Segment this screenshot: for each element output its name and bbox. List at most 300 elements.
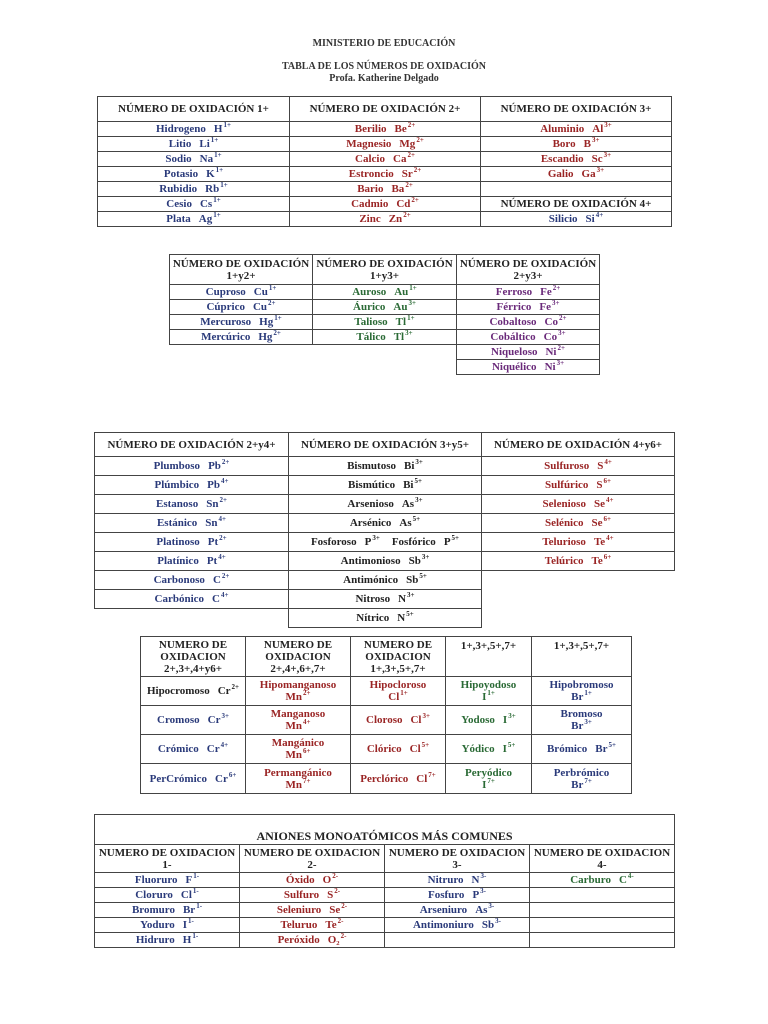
element-name: Cúprico [206,301,245,313]
element-name: Peryódico [464,766,513,779]
element-cell [141,735,246,764]
element-name: Auroso [352,286,387,298]
oxidation-charge: 4+ [604,458,612,467]
element-name: Fosfuro [427,889,465,901]
header-ox-br: 1+,3+,5+,7+ [532,637,632,677]
oxidation-charge: 6+ [228,770,237,779]
empty-cell [530,903,675,918]
table-anions [94,814,675,948]
element-cell [290,197,481,212]
element-symbol: $Pb^{2+}$ [208,458,230,472]
element-name: Áurico [353,301,386,313]
element-symbol: $Sr^{2+}$ [401,166,422,180]
element-cell [95,457,289,476]
element-name: Telúrico [544,555,584,567]
element-cell [170,300,313,315]
element-name: Crómico [157,743,199,755]
element-name: Cromoso [157,714,200,726]
oxidation-charge: 3+ [556,359,565,368]
element-cell [98,167,290,182]
element-symbol: $Se^{2-}$ [329,902,348,916]
oxidation-charge: 2+ [557,344,565,353]
oxidation-charge: 5+ [406,610,414,619]
oxidation-charge: 3+ [591,136,600,145]
element-symbol: $Br^{7+}$ [571,776,592,791]
oxidation-charge: 1+ [214,151,222,160]
element-name: Nitruro [427,874,464,886]
table-oxidation-pairs [169,254,600,375]
element-cell [95,888,240,903]
element-name: Bario [357,183,384,195]
oxidation-charge: 2+ [303,689,311,698]
element-name: Niquélico [491,361,537,373]
element-cell [246,764,351,794]
element-name: Carbonoso [153,574,205,586]
element-symbol: $Au^{1+}$ [394,284,417,298]
element-symbol: $Cd^{2+}$ [396,196,419,210]
element-cell [98,212,290,227]
element-cell [240,903,385,918]
element-name: Plata [166,213,191,225]
empty-cell [530,918,675,933]
element-cell [532,706,632,735]
oxidation-charge: 6+ [603,515,611,524]
element-cell [446,677,532,706]
element-name: Fluoruro [134,874,178,886]
element-cell [351,677,446,706]
element-name: Cobáltico [490,331,536,343]
oxidation-charge: 1+ [213,211,221,220]
element-name: Platínico [157,555,199,567]
element-name: Sulfúrico [544,479,589,491]
element-cell [95,495,289,514]
element-name: Cloroso [366,714,403,726]
element-symbol: O₂$^{2-}$ [327,932,347,946]
element-name: Niqueloso [491,346,538,358]
element-cell [141,677,246,706]
element-cell [482,457,675,476]
element-name: Aluminio [540,123,585,135]
element-symbol: $Cr^{4+}$ [206,741,229,755]
oxidation-charge: 3+ [604,121,612,130]
element-name: Clórico [366,743,402,755]
oxidation-charge: 2+ [559,314,567,323]
oxidation-charge: 3+ [551,299,560,308]
element-name: Galio [547,168,574,180]
element-symbol: $Co^{3+}$ [543,329,566,343]
header-ox-4-6: NÚMERO DE OXIDACIÓN 4+y6+ [482,433,675,457]
element-symbol: $I^{5+}$ [502,741,516,755]
element-name: Bismútico [348,479,396,491]
author-name: Profa. Katherine Delgado [329,73,439,84]
element-cell [481,212,672,227]
element-symbol: $Se^{6+}$ [591,515,611,529]
oxidation-charge: 1+ [274,314,282,323]
element-cell [482,514,675,533]
element-cell [240,918,385,933]
oxidation-charge: 3- [495,917,501,926]
oxidation-charge: 1+ [220,181,228,190]
element-name: Bromoso [560,708,603,720]
element-cell [482,533,675,552]
oxidation-charge: 7+ [487,776,495,785]
element-cell [240,933,385,948]
element-name: Perbrómico [553,766,610,779]
element-cell [289,495,482,514]
element-cell [457,285,600,300]
element-name: Arsénico [349,517,392,529]
oxidation-charge: 3+ [558,329,566,338]
oxidation-charge: 2+ [413,166,422,175]
oxidation-charge: 1+ [215,166,224,175]
element-cell [289,609,482,628]
element-name: Permangánico [264,766,332,779]
element-name: Estanoso [156,498,199,510]
element-cell [290,137,481,152]
element-symbol: $Si^{4+}$ [585,211,604,225]
oxidation-charge: 7+ [428,770,436,779]
element-name: Cloruro [135,889,173,901]
element-symbol: $H^{1+}$ [213,121,231,135]
element-cell [290,167,481,182]
oxidation-charge: 2- [340,932,347,941]
element-cell [289,571,482,590]
element-cell [289,552,482,571]
element-cell [457,345,600,360]
element-cell [313,315,457,330]
element-cell [289,457,482,476]
oxidation-charge: 2+ [411,196,419,205]
element-cell [290,122,481,137]
element-cell [446,735,532,764]
header-ox-1-2: NÚMERO DE OXIDACIÓN 1+y2+ [170,255,313,285]
element-name: Antimonioso [340,555,401,567]
oxidation-charge: 3+ [596,166,605,175]
oxidation-charge: 2+ [407,151,415,160]
element-symbol: $Bi^{5+}$ [403,477,422,491]
oxidation-charge: 4+ [218,515,227,524]
oxidation-charge: 2+ [273,329,281,338]
element-name: Estánico [156,517,198,529]
element-symbol: $I^{3+}$ [502,712,516,726]
element-symbol: $N^{3-}$ [471,872,487,886]
element-name: Seleniuro [276,904,322,916]
element-cell [95,873,240,888]
element-symbol: $Br^{5+}$ [595,741,617,755]
element-name: Telurioso [542,536,586,548]
oxidation-charge: 4+ [220,591,229,600]
element-name: Sulfuroso [544,460,590,472]
oxidation-charge: 3+ [421,553,430,562]
element-name: Plúmbico [154,479,200,491]
element-name: Cesio [166,198,192,210]
element-symbol: $Cu^{2+}$ [252,299,276,313]
element-name: Nítrico [356,612,390,624]
empty-cell [530,888,675,903]
element-symbol: $Cr^{2+}$ [217,683,240,697]
table-oxidation-halogens [140,636,632,794]
element-cell [351,735,446,764]
element-symbol: $I^{1-}$ [182,917,194,931]
element-name: Carbónico [154,593,205,605]
element-symbol: $Br^{3+}$ [571,718,592,732]
element-symbol: $Sn^{2+}$ [206,496,227,510]
element-symbol: $Cl^{1+}$ [388,689,408,703]
element-symbol: $Hg^{2+}$ [258,329,281,343]
element-cell [351,706,446,735]
element-symbol: $Pt^{4+}$ [206,553,226,567]
oxidation-charge: 2+ [231,683,240,692]
element-name: Mangánico [271,737,325,749]
element-cell [95,590,289,609]
oxidation-charge: 7+ [303,776,311,785]
element-symbol: $Cr^{3+}$ [207,712,229,726]
empty-cell [530,933,675,948]
element-symbol: $Cl^{3+}$ [410,712,430,726]
element-name: Hipocloroso [369,679,427,691]
element-name: Tálico [356,331,386,343]
element-cell [95,552,289,571]
element-cell [481,137,672,152]
element-name: Selenioso [542,498,586,510]
oxidation-charge: 2+ [221,572,230,581]
oxidation-charge: 5+ [451,534,460,543]
element-symbol: $Cl^{5+}$ [409,741,430,755]
element-cell [98,152,290,167]
oxidation-charge: 2+ [219,496,227,505]
element-name: Talioso [354,316,388,328]
element-symbol: $Ga^{3+}$ [581,166,605,180]
element-symbol: $Br^{1-}$ [182,902,203,916]
table-oxidation-single [97,96,672,227]
element-name: Fosforoso [310,536,357,548]
element-symbol: $Mn^{2+}$ [285,689,311,703]
element-symbol: $Fe^{2+}$ [540,284,561,298]
element-symbol: $Mg^{2+}$ [399,136,424,150]
oxidation-charge: 1- [193,872,200,881]
header-anion-4: NUMERO DE OXIDACION 4- [530,845,675,873]
oxidation-charge: 2+ [268,299,276,308]
element-symbol: $C^{4+}$ [212,591,229,605]
oxidation-charge: 1+ [409,284,417,293]
element-symbol: $P^{3-}$ [472,887,487,901]
element-symbol: $S^{4+}$ [597,458,612,472]
element-name: Yodoso [461,714,495,726]
oxidation-charge: 2+ [407,121,416,130]
element-cell [98,182,290,197]
element-name: Hipoyodoso [460,679,517,691]
element-cell [240,888,385,903]
element-name: Arsenioso [347,498,394,510]
element-cell [95,514,289,533]
element-symbol: $S^{2-}$ [327,887,341,901]
element-name: Mercuroso [200,316,252,328]
element-name: Berilio [354,123,387,135]
oxidation-charge: 7+ [584,776,592,785]
header-ox-2-3: NÚMERO DE OXIDACIÓN 2+y3+ [457,255,600,285]
oxidation-charge: 3+ [405,329,413,338]
element-name: Teluruo [280,919,318,931]
header-ox-3: NÚMERO DE OXIDACIÓN 3+ [481,97,672,122]
header-ox-4: NÚMERO DE OXIDACIÓN 4+ [481,197,672,212]
element-cell [446,706,532,735]
oxidation-charge: 1+ [223,121,231,130]
element-symbol: $Pt^{2+}$ [207,534,227,548]
element-name: Perclórico [360,772,409,785]
oxidation-charge: 5+ [419,572,427,581]
element-symbol: $Sc^{3+}$ [591,151,612,165]
element-name: Bromuro [131,904,175,916]
element-name: Antimónico [343,574,399,586]
header-ox-1-3: NÚMERO DE OXIDACIÓN 1+y3+ [313,255,457,285]
oxidation-charge: 2+ [219,534,227,543]
oxidation-charge: 3+ [415,496,423,505]
element-symbol: $P^{5+}$ [443,534,460,548]
oxidation-charge: 4+ [220,741,229,750]
element-name: Carburo [570,874,611,886]
oxidation-charge: 2+ [405,181,413,190]
element-name: Escandio [540,153,584,165]
oxidation-charge: 3+ [408,299,416,308]
oxidation-charge: 6+ [303,747,311,756]
oxidation-charge: 4+ [605,496,614,505]
element-cell [385,918,530,933]
header-anion-2: NUMERO DE OXIDACION 2- [240,845,385,873]
element-symbol: $C^{2+}$ [212,572,230,586]
element-cell [385,903,530,918]
oxidation-charge: 3+ [407,591,415,600]
oxidation-charge: 1- [188,917,194,926]
element-symbol: $Ni^{3+}$ [544,359,565,373]
element-symbol: $Cr^{6+}$ [215,770,237,785]
header-ox-mn: NUMERO DE OXIDACION 2+,4+,6+,7+ [246,637,351,677]
oxidation-charge: 3+ [221,712,229,721]
oxidation-charge: 4+ [595,211,604,220]
element-symbol: $Cs^{1+}$ [199,196,221,210]
element-cell [446,764,532,794]
element-cell [313,330,457,345]
table-oxidation-multi [94,432,675,628]
element-symbol: $Mn^{6+}$ [285,747,311,761]
element-name: Platinoso [156,536,200,548]
element-symbol: $Se^{4+}$ [593,496,614,510]
oxidation-charge: 4+ [220,477,229,486]
element-symbol: $F^{1-}$ [185,872,200,886]
element-name: Silicio [548,213,578,225]
element-name: Óxido [285,874,315,886]
oxidation-charge: 3+ [508,712,516,721]
header-anion-1: NUMERO DE OXIDACION 1- [95,845,240,873]
element-symbol: $Tl^{3+}$ [393,329,413,343]
element-name: Hipomanganoso [259,679,337,691]
element-cell [313,300,457,315]
element-name: Litio [168,138,192,150]
element-cell [240,873,385,888]
element-cell [170,330,313,345]
anions-title: ANIONES MONOATÓMICOS MÁS COMUNES [95,815,675,845]
element-name: Yódico [461,743,495,755]
element-cell [481,167,672,182]
element-name: Cadmio [351,198,389,210]
oxidation-charge: 1+ [268,284,277,293]
element-symbol: $As^{5+}$ [399,515,421,529]
element-cell [530,873,675,888]
element-cell [98,197,290,212]
element-symbol: $Be^{2+}$ [394,121,416,135]
element-symbol: $Al^{3+}$ [592,121,612,135]
element-symbol: $As^{3-}$ [475,902,495,916]
oxidation-charge: 6+ [603,477,612,486]
element-cell [95,918,240,933]
header-ox-cr: NUMERO DE OXIDACION 2+,3+,4+y6+ [141,637,246,677]
element-name: Magnesio [346,138,392,150]
element-cell [290,152,481,167]
element-symbol: $Fe^{3+}$ [539,299,560,313]
element-cell [141,764,246,794]
empty-cell [481,182,672,197]
oxidation-charge: 2- [337,917,344,926]
element-symbol: $K^{1+}$ [206,166,224,180]
element-symbol: $Ba^{2+}$ [391,181,413,195]
oxidation-charge: 1+ [210,136,219,145]
element-cell [289,476,482,495]
oxidation-charge: 2+ [403,211,411,220]
oxidation-charge: 4+ [218,553,226,562]
oxidation-charge: 1- [196,902,203,911]
element-symbol: $Te^{6+}$ [591,553,612,567]
element-symbol: $Sb^{5+}$ [406,572,427,586]
element-symbol: $P^{3+}$ [364,534,380,548]
element-symbol: $Sb^{3+}$ [408,553,430,567]
element-cell-pair [289,533,482,552]
oxidation-charge: 3- [480,872,487,881]
element-name: Selénico [545,517,584,529]
element-cell [532,677,632,706]
element-symbol: $Sn^{4+}$ [205,515,227,529]
element-cell [532,735,632,764]
oxidation-charge: 3- [480,887,487,896]
element-name: Zinc [359,213,381,225]
element-name: Potasio [163,168,199,180]
element-name: Mercúrico [201,331,251,343]
element-symbol: $N^{5+}$ [397,610,414,624]
oxidation-charge: 2- [332,872,339,881]
element-symbol: $Co^{2+}$ [544,314,567,328]
element-cell [457,360,600,375]
element-name: Boro [552,138,576,150]
oxidation-charge: 3+ [584,718,592,727]
oxidation-charge: 3+ [603,151,612,160]
oxidation-charge: 1- [192,887,199,896]
oxidation-charge: 4- [627,872,634,881]
element-cell [482,552,675,571]
element-cell [98,122,290,137]
element-cell [481,122,672,137]
element-cell [289,514,482,533]
element-name: Cuproso [205,286,246,298]
element-symbol: $Au^{3+}$ [393,299,416,313]
element-name: Cobaltoso [489,316,537,328]
element-cell [141,706,246,735]
oxidation-charge: 1+ [407,314,415,323]
element-name: Hidrogeno [156,123,206,135]
element-symbol: $Br^{1+}$ [571,689,592,703]
element-cell [290,182,481,197]
element-cell [95,571,289,590]
element-symbol: $Cl^{7+}$ [416,770,436,785]
oxidation-charge: 5+ [412,515,421,524]
oxidation-charge: 3+ [422,712,430,721]
